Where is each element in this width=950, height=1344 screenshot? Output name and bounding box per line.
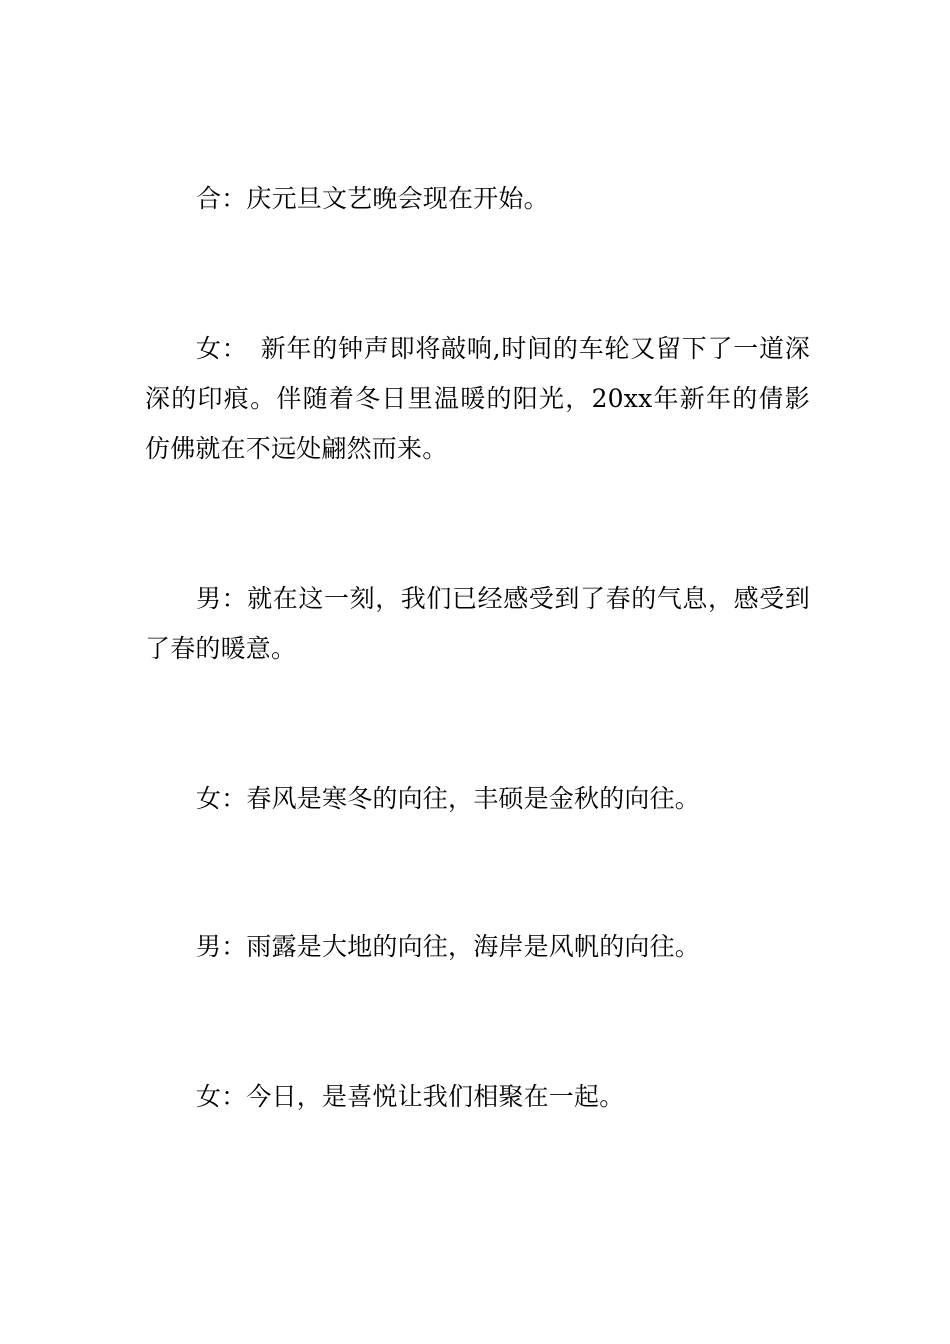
paragraph-male-spring-breath: 男：就在这一刻，我们已经感受到了春的气息，感受到了春的暖意。 (145, 584, 810, 663)
paragraph-female-new-year-bell: 女： 新年的钟声即将敲响,时间的车轮又留下了一道深深的印痕。伴随着冬日里温暖的阳光，20xx年新年的倩影仿佛就在不远处翩然而来。 (145, 334, 810, 463)
paragraph-female-gathering: 女：今日，是喜悦让我们相聚在一起。 (196, 1082, 625, 1111)
paragraph-female-spring-wind: 女：春风是寒冬的向往，丰硕是金秋的向往。 (196, 784, 701, 813)
paragraph-male-rain-dew: 男：雨露是大地的向往，海岸是风帆的向往。 (196, 932, 701, 961)
paragraph-chorus-opening: 合：庆元旦文艺晚会现在开始。 (196, 184, 549, 213)
